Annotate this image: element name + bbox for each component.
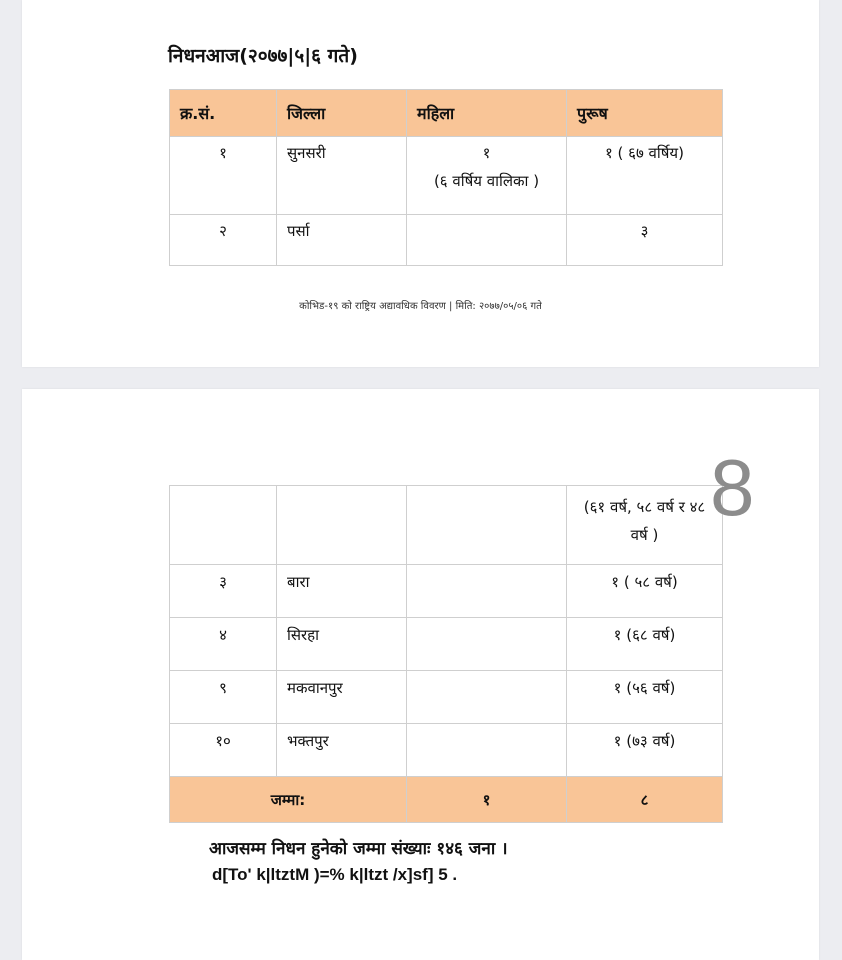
cell-male: १ (६८ वर्ष): [567, 618, 723, 671]
table-row: [170, 486, 723, 565]
table-row: [170, 565, 723, 618]
header-male: पुरूष: [567, 90, 723, 137]
page-number: 8: [710, 443, 755, 532]
cell-female: [407, 486, 567, 565]
cell-female: [407, 671, 567, 724]
female-count: १: [482, 144, 491, 162]
total-deaths-summary: आजसम्म निधन हुनेको जम्मा संख्याः १४६ जना ।: [209, 839, 508, 859]
cell-male: १ ( ५८ वर्ष): [567, 565, 723, 618]
total-female: १: [407, 777, 567, 823]
table-total-row: [170, 777, 723, 823]
cell-female: [407, 724, 567, 777]
cell-female: [407, 618, 567, 671]
cell-district: बारा: [277, 565, 407, 618]
cell-district: [277, 486, 407, 565]
garbled-text-line: d[To' k|ltztM )=% k|ltzt /x]sf] 5 .: [212, 865, 458, 884]
cell-male: ३: [567, 215, 723, 266]
cell-male: १ (७३ वर्ष): [567, 724, 723, 777]
document-page-2: [22, 389, 819, 960]
header-district: जिल्ला: [277, 90, 407, 137]
cell-district: मकवानपुर: [277, 671, 407, 724]
total-label: जम्मा:: [170, 777, 407, 823]
cell-serial: १०: [170, 724, 277, 777]
cell-serial: १: [170, 137, 277, 215]
cell-district: सुनसरी: [277, 137, 407, 215]
cell-serial: ४: [170, 618, 277, 671]
document-page-1: [22, 0, 819, 367]
cell-district: सिरहा: [277, 618, 407, 671]
cell-serial: ९: [170, 671, 277, 724]
cell-male: (६१ वर्ष, ५८ वर्ष र ४८ वर्ष ): [567, 486, 723, 565]
cell-female: [407, 137, 567, 215]
cell-serial: [170, 486, 277, 565]
table-row: [170, 724, 723, 777]
header-female: महिला: [407, 90, 567, 137]
cell-district: भक्तपुर: [277, 724, 407, 777]
total-male: ८: [567, 777, 723, 823]
table-header-row: [170, 90, 723, 137]
cell-male: १ ( ६७ वर्षिय): [567, 137, 723, 215]
deaths-table-continued: [169, 485, 723, 823]
table-row: [170, 671, 723, 724]
cell-district: पर्सा: [277, 215, 407, 266]
cell-female: [407, 215, 567, 266]
report-caption: कोभिड-१९ को राष्ट्रिय अद्यावधिक विवरण | मिति: २०७७/०५/०६ गते: [299, 301, 542, 312]
cell-female: [407, 565, 567, 618]
table-row: [170, 215, 723, 266]
table-row: [170, 137, 723, 215]
cell-serial: २: [170, 215, 277, 266]
table-row: [170, 618, 723, 671]
cell-serial: ३: [170, 565, 277, 618]
deaths-table: [169, 89, 723, 266]
female-note: (६ वर्षिय वालिका ): [433, 172, 540, 190]
page-title: निधनआज(२०७७|५|६ गते): [168, 45, 358, 67]
cell-male: १ (५६ वर्ष): [567, 671, 723, 724]
header-serial: क्र.सं.: [170, 90, 277, 137]
